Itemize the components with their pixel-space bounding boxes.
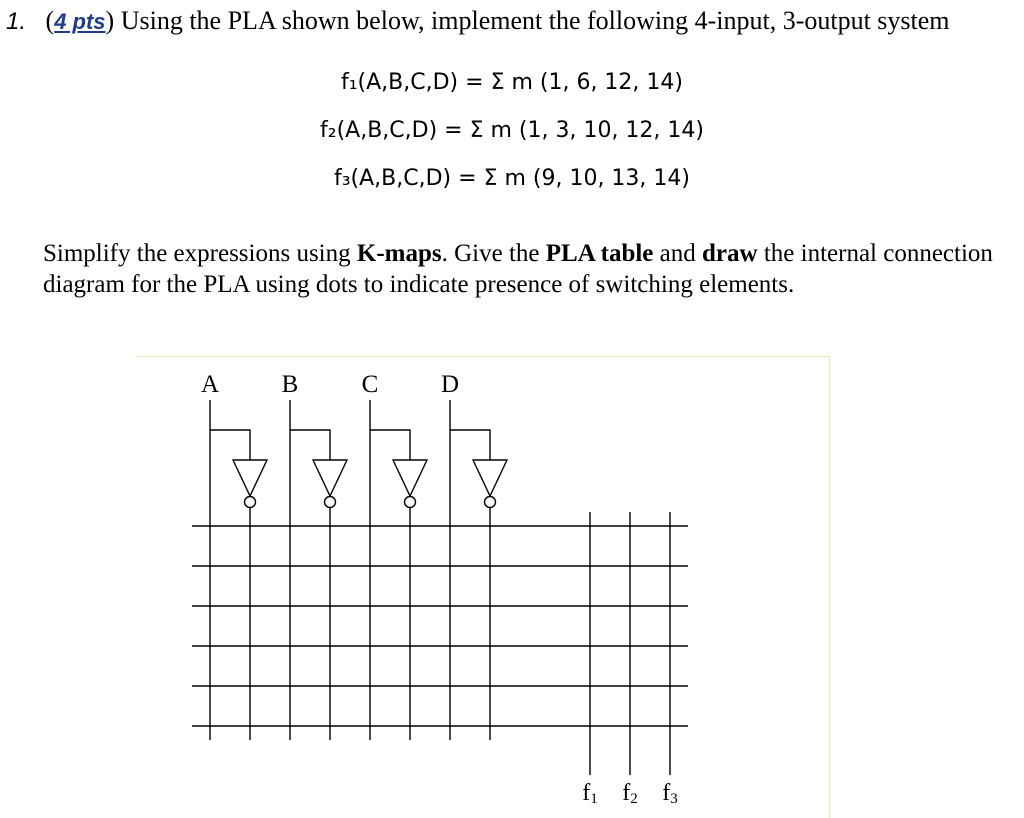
instructions-paragraph: Simplify the expressions using K-maps. Give the PLA table and draw the internal connection diagram for the PLA using dots to indicate presence of switching elements. [43, 240, 993, 298]
question-number: 1. [6, 8, 27, 35]
equation-f3: f₃(A,B,C,D) = Σ m (9, 10, 13, 14) [333, 166, 690, 191]
equation-f2: f₂(A,B,C,D) = Σ m (1, 3, 10, 12, 14) [320, 118, 704, 143]
input-label-a: A [200, 371, 220, 398]
output-label-f2: f2 [622, 780, 638, 807]
inverter-b [313, 460, 347, 496]
inverter-bubble-b [325, 497, 336, 508]
inverter-a [233, 460, 267, 496]
input-label-c: C [361, 371, 379, 398]
input-label-b: B [281, 371, 299, 398]
input-label-d: D [440, 371, 460, 398]
input-branch-b [290, 430, 330, 460]
input-branch-a [210, 430, 250, 460]
inverter-bubble-d [485, 497, 496, 508]
inverter-bubble-a [245, 497, 256, 508]
points-label: 4 pts [54, 9, 106, 34]
input-branch-c [370, 430, 410, 460]
output-label-f1: f1 [582, 780, 598, 807]
question-text: Using the PLA shown below, implement the following 4-input, 3-output system [120, 6, 950, 35]
input-branch-d [450, 430, 490, 460]
output-label-f3: f3 [662, 780, 678, 807]
inverter-d [473, 460, 507, 496]
question-header: 1. (4 pts) Using the PLA shown below, implement the following 4-input, 3-output system [6, 6, 950, 35]
inverter-bubble-c [405, 497, 416, 508]
inverter-c [393, 460, 427, 496]
equation-f1: f₁(A,B,C,D) = Σ m (1, 6, 12, 14) [340, 70, 683, 95]
